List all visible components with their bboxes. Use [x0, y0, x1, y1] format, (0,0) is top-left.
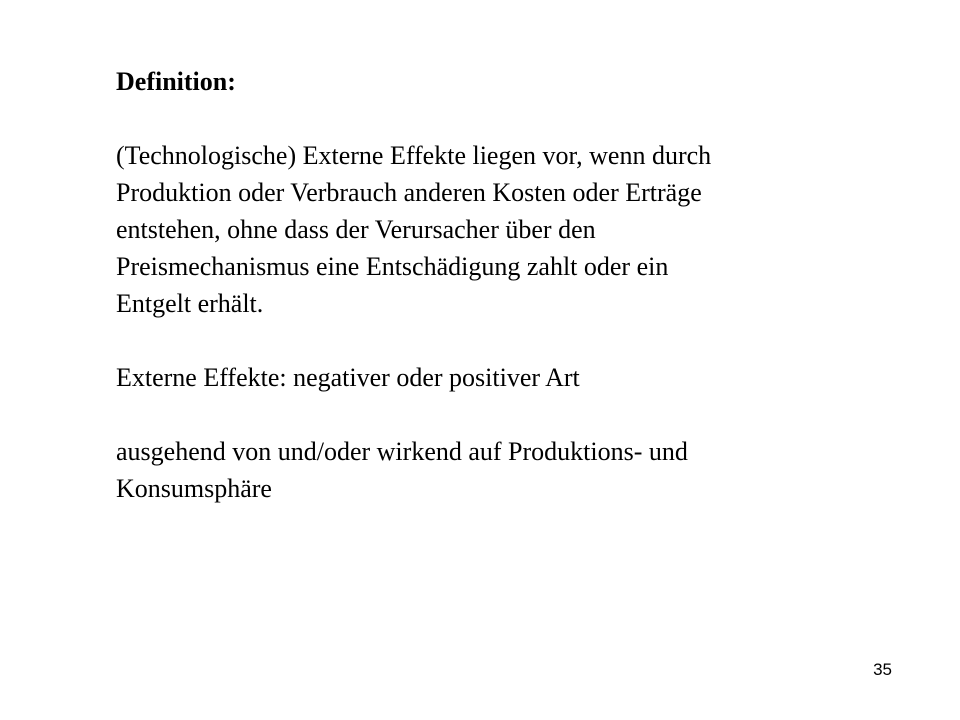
origin-line: Konsumsphäre	[116, 474, 272, 503]
effects-line: Externe Effekte: negativer oder positiver Art	[116, 363, 580, 392]
definition-heading: Definition:	[116, 67, 236, 96]
spacer	[116, 396, 876, 433]
definition-line: Produktion oder Verbrauch anderen Kosten oder Erträge	[116, 178, 702, 207]
definition-line: Preismechanismus eine Entschädigung zahlt oder ein	[116, 252, 669, 281]
definition-line: entstehen, ohne dass der Verursacher über den	[116, 215, 596, 244]
origin-line: ausgehend von und/oder wirkend auf Produktions- und	[116, 437, 688, 466]
definition-line: Entgelt erhält.	[116, 289, 264, 318]
definition-paragraph	[116, 137, 876, 322]
page-number: 35	[873, 660, 892, 679]
spacer	[116, 322, 876, 359]
slide-content	[116, 63, 876, 507]
definition-line: (Technologische) Externe Effekte liegen vor, wenn durch	[116, 141, 712, 170]
spacer	[116, 100, 876, 137]
origin-paragraph	[116, 433, 876, 507]
